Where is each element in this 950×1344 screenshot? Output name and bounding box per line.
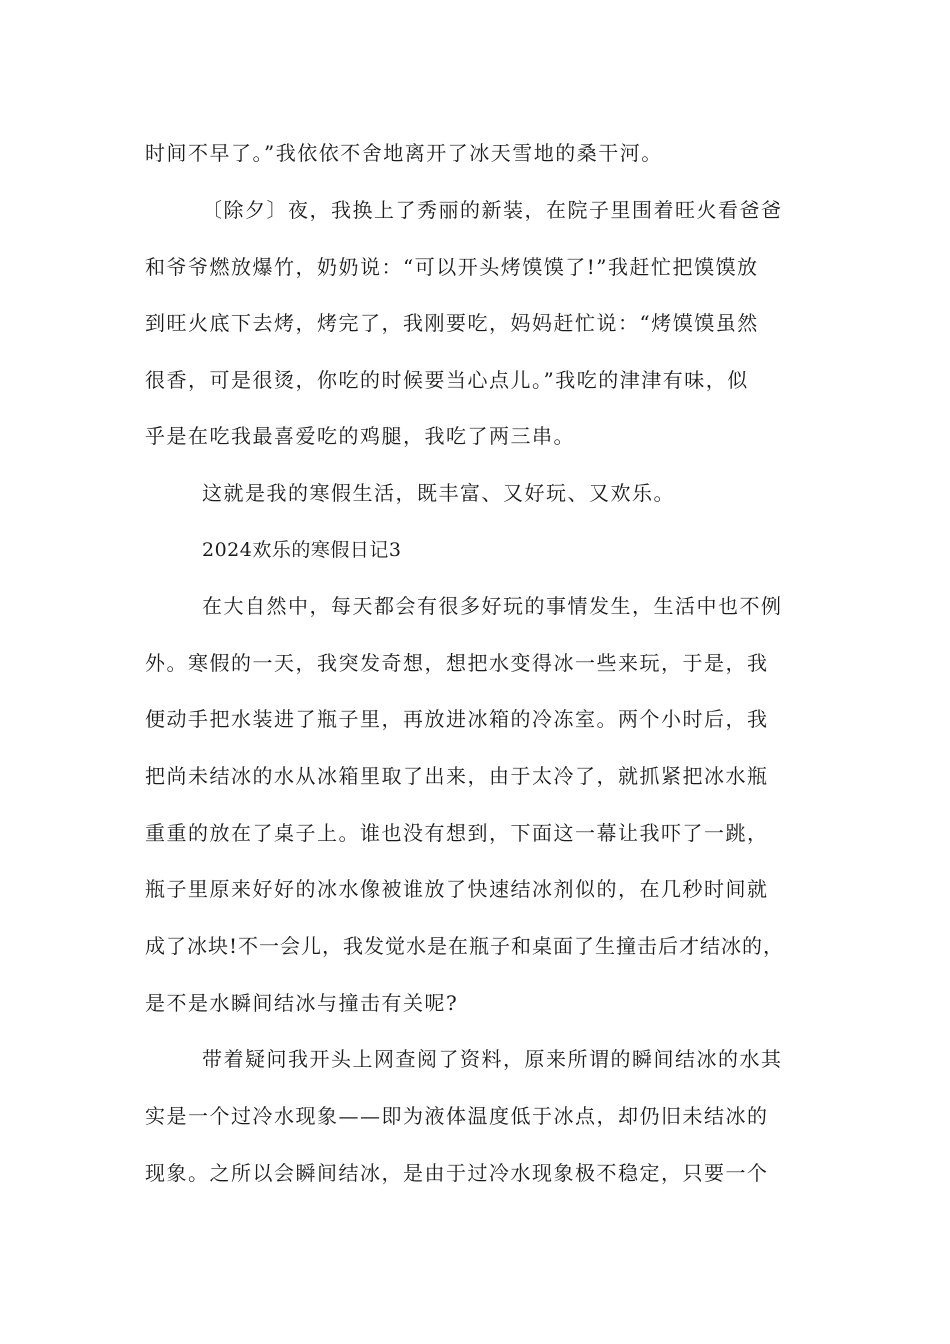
- text-line: 把尚未结冰的水从冰箱里取了出来，由于太冷了，就抓紧把冰水瓶: [145, 764, 769, 788]
- text-line: 成了冰块!不一会儿，我发觉水是在瓶子和桌面了生撞击后才结冰的，: [145, 934, 785, 958]
- text-line: 到旺火底下去烤，烤完了，我刚要吃，妈妈赶忙说：“烤馍馍虽然: [145, 311, 759, 335]
- text-line: 〔除夕〕夜，我换上了秀丽的新装，在院子里围着旺火看爸爸: [202, 198, 783, 222]
- text-line: 是不是水瞬间结冰与撞击有关呢?: [145, 991, 459, 1015]
- text-line: 和爷爷燃放爆竹，奶奶说：“可以开头烤馍馍了!”我赶忙把馍馍放: [145, 255, 759, 279]
- text-line: 瓶子里原来好好的冰水像被谁放了快速结冰剂似的，在几秒时间就: [145, 877, 769, 901]
- text-line: 实是一个过冷水现象——即为液体温度低于冰点，却仍旧未结冰的: [145, 1104, 769, 1128]
- text-line: 带着疑问我开头上网查阅了资料，原来所谓的瞬间结冰的水其: [202, 1047, 783, 1071]
- text-line: 时间不早了。”我依依不舍地离开了冰天雪地的桑干河。: [145, 141, 663, 165]
- text-line: 便动手把水装进了瓶子里，再放进冰箱的冷冻室。两个小时后，我: [145, 707, 769, 731]
- text-line: 在大自然中，每天都会有很多好玩的事情发生，生活中也不例: [202, 594, 783, 618]
- text-line: 乎是在吃我最喜爱吃的鸡腿，我吃了两三串。: [145, 424, 575, 448]
- section-heading: 2024欢乐的寒假日记3: [202, 539, 402, 561]
- text-line: 现象。之所以会瞬间结冰，是由于过冷水现象极不稳定，只要一个: [145, 1161, 769, 1185]
- text-line: 这就是我的寒假生活，既丰富、又好玩、又欢乐。: [202, 481, 675, 505]
- text-line: 外。寒假的一天，我突发奇想，想把水变得冰一些来玩，于是，我: [145, 651, 769, 675]
- text-line: 重重的放在了桌子上。谁也没有想到，下面这一幕让我吓了一跳，: [145, 821, 769, 845]
- text-line: 很香，可是很烫，你吃的时候要当心点儿。”我吃的津津有味，似: [145, 368, 749, 392]
